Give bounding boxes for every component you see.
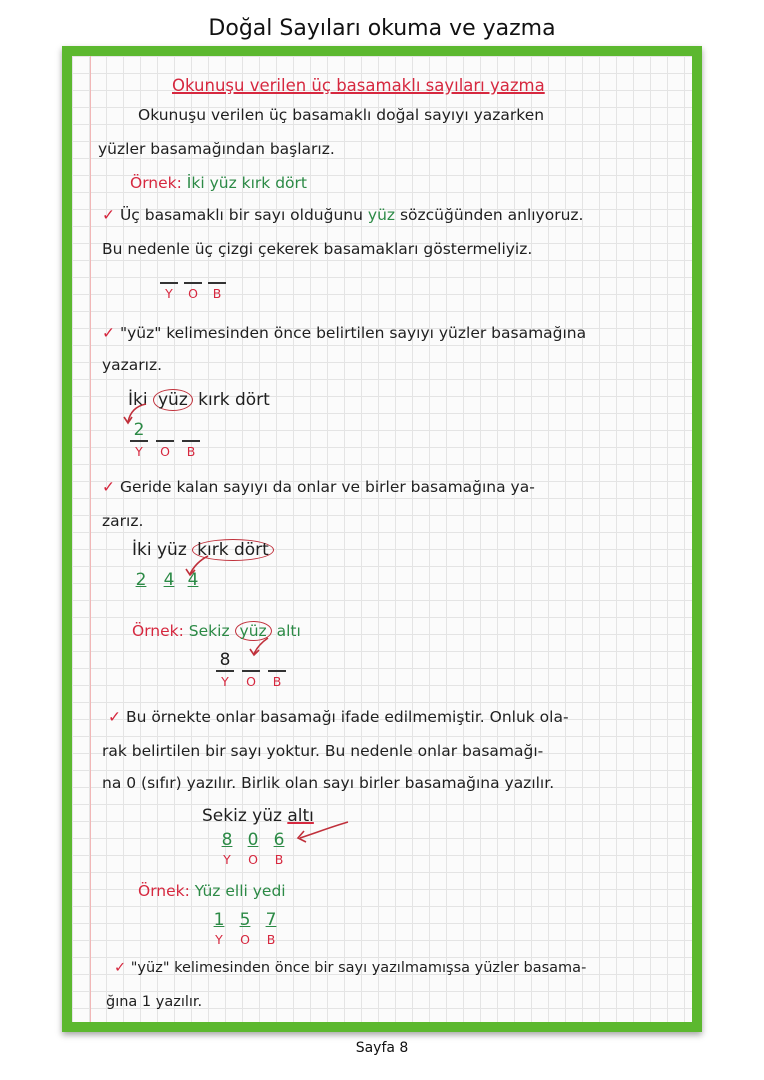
blank-slot	[182, 440, 200, 442]
blank-slot	[156, 440, 174, 442]
page-number: Sayfa 8	[355, 1040, 409, 1056]
digit-hundreds: 8	[221, 830, 233, 850]
word-yuz-circled: yüz	[153, 389, 193, 411]
example-3-note-line-1	[114, 960, 586, 976]
blank-slot	[216, 670, 234, 672]
place-label-ones: B	[272, 674, 282, 689]
place-label-hundreds: Y	[135, 444, 143, 459]
blank-slot	[268, 670, 286, 672]
word-yuz-circled: yüz	[235, 621, 272, 641]
place-label-hundreds: Y	[165, 286, 173, 301]
digit-hundreds: 8	[219, 650, 231, 670]
example-label: Örnek:	[138, 882, 190, 900]
page-title: Doğal Sayıları okuma ve yazma	[208, 16, 556, 41]
digit-tens: 5	[239, 910, 251, 930]
note-2-line-2: yazarız.	[102, 356, 163, 374]
note-2-text: "yüz" kelimesinden önce belirtilen sayıyı yüzler basamağına	[119, 324, 587, 342]
place-label-ones: B	[274, 852, 284, 867]
note-1-line-1	[102, 206, 583, 224]
example-1-line	[130, 174, 307, 192]
place-label-hundreds: Y	[221, 674, 229, 689]
example-1-text: İki yüz kırk dört	[186, 174, 307, 192]
example-3-line	[138, 882, 286, 900]
digit-ones: 4	[187, 570, 199, 590]
example-label: Örnek:	[130, 174, 182, 192]
word-sekiz: Sekiz	[202, 806, 247, 826]
word-iki: İki	[128, 390, 148, 410]
digit-tens: 4	[163, 570, 175, 590]
digit-ones: 6	[273, 830, 285, 850]
note-3-line-2: zarız.	[102, 512, 144, 530]
note-3-line-1	[102, 478, 535, 496]
word-alti-underlined: altı	[287, 806, 314, 826]
example-2-line	[132, 622, 301, 640]
place-label-tens: O	[248, 852, 258, 867]
place-label-hundreds: Y	[215, 932, 223, 947]
check-mark-icon: ✓	[108, 708, 121, 726]
digit-hundreds: 2	[135, 570, 147, 590]
note-1-part-a: Üç basamaklı bir sayı olduğunu	[119, 206, 363, 224]
place-label-ones: B	[186, 444, 196, 459]
digit-hundreds: 1	[213, 910, 225, 930]
green-frame	[62, 46, 702, 1032]
example-label: Örnek:	[132, 622, 184, 640]
word-alti: altı	[276, 622, 301, 640]
note-2-line-1	[102, 324, 586, 342]
intro-line-1: Okunuşu verilen üç basamaklı doğal sayıyı yazarken	[138, 106, 545, 124]
example-3-note-line-2: ğına 1 yazılır.	[106, 994, 203, 1010]
arrow-icon	[248, 634, 274, 658]
place-label-ones: B	[266, 932, 276, 947]
example-2-note-line-1	[108, 708, 569, 726]
check-mark-icon: ✓	[102, 206, 115, 224]
notebook-page	[72, 56, 692, 1022]
place-label-ones: B	[212, 286, 222, 301]
word-kirk-dort-circled: kırk dört	[192, 539, 274, 561]
blank-slot	[184, 282, 202, 284]
place-label-hundreds: Y	[223, 852, 231, 867]
example-2-note-line-3: na 0 (sıfır) yazılır. Birlik olan sayı birler basamağına yazılır.	[102, 774, 555, 792]
example-2-note-line-2: rak belirtilen bir sayı yoktur. Bu nedenle onlar basamağı-	[102, 742, 544, 760]
place-label-tens: O	[246, 674, 256, 689]
note-1-line-2: Bu nedenle üç çizgi çekerek basamakları göstermeliyiz.	[102, 240, 533, 258]
note-3-text: Geride kalan sayıyı da onlar ve birler basamağına ya-	[119, 478, 535, 496]
check-mark-icon: ✓	[102, 478, 115, 496]
margin-line	[90, 56, 91, 1022]
blank-slot	[130, 440, 148, 442]
digit-hundreds: 2	[133, 420, 145, 440]
digit-tens: 0	[247, 830, 259, 850]
place-label-tens: O	[188, 286, 198, 301]
note-1-keyword: yüz	[367, 206, 396, 224]
word-yuz: yüz	[252, 806, 282, 826]
intro-line-2: yüzler basamağından başlarız.	[98, 140, 335, 158]
place-label-tens: O	[240, 932, 250, 947]
example-3-note-text: "yüz" kelimesinden önce bir sayı yazılmamışsa yüzler basama-	[130, 960, 587, 976]
example-3-text: Yüz elli yedi	[194, 882, 286, 900]
place-label-tens: O	[160, 444, 170, 459]
word-kirk-dort: kırk dört	[198, 390, 270, 410]
arrow-icon	[294, 818, 354, 844]
blank-slot	[242, 670, 260, 672]
lesson-heading: Okunuşu verilen üç basamaklı sayıları yazma	[172, 76, 545, 95]
check-mark-icon: ✓	[102, 324, 115, 342]
blank-slot	[160, 282, 178, 284]
check-mark-icon: ✓	[114, 960, 127, 976]
word-sekiz: Sekiz	[188, 622, 230, 640]
digit-ones: 7	[265, 910, 277, 930]
note-1-part-b: sözcüğünden anlıyoruz.	[399, 206, 584, 224]
blank-slot	[208, 282, 226, 284]
example-2-note-text: Bu örnekte onlar basamağı ifade edilmemiştir. Onluk ola-	[125, 708, 569, 726]
word-iki-yuz: İki yüz	[132, 540, 187, 560]
